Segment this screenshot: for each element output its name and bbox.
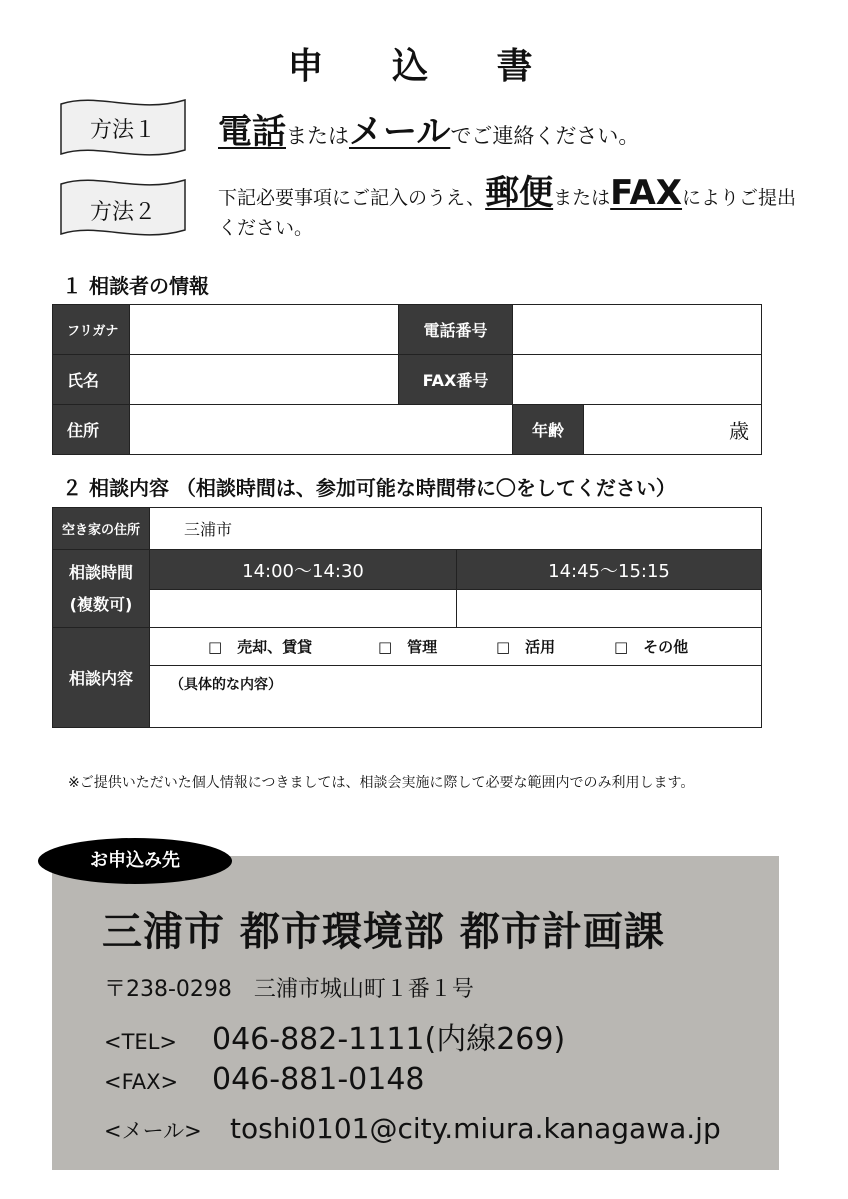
- detail-field[interactable]: [150, 666, 762, 728]
- name-label: 氏名: [53, 355, 130, 405]
- furigana-label: フリガナ: [53, 305, 130, 355]
- tel-line: [104, 1014, 565, 1058]
- option-utilization[interactable]: □ 活用: [496, 638, 556, 656]
- fax-line: [104, 1062, 425, 1097]
- time-label: [53, 550, 150, 628]
- name-field[interactable]: [130, 355, 399, 405]
- page-title: 申 込 書: [287, 46, 561, 87]
- age-unit: 歳: [729, 419, 749, 443]
- fax-value[interactable]: 046-881-0148: [212, 1062, 425, 1097]
- address-field[interactable]: [130, 405, 513, 455]
- department-name: 三浦市 都市環境部 都市計画課: [102, 909, 665, 955]
- tel-value[interactable]: 046-882-1111(内線269): [212, 1022, 566, 1057]
- content-options: [150, 628, 762, 666]
- phone-field[interactable]: [513, 305, 762, 355]
- address-label: 住所: [53, 405, 130, 455]
- mail-line: [104, 1112, 721, 1145]
- mail-tag: <メール>: [104, 1119, 202, 1143]
- time-slot-1-field[interactable]: [150, 590, 457, 628]
- section1-title: １ 相談者の情報: [62, 274, 209, 298]
- time-slot-2-field[interactable]: [457, 590, 762, 628]
- time-label-line2: (複数可): [69, 594, 133, 614]
- phone-label: 電話番号: [399, 305, 513, 355]
- fax-label: FAX番号: [399, 355, 513, 405]
- vacant-address-label: 空き家の住所: [53, 508, 150, 550]
- time-slot-1: 14:00～14:30: [150, 550, 457, 590]
- method2-label: 方法２: [89, 200, 156, 225]
- section2-title: ２ 相談内容 （相談時間は、参加可能な時間帯に〇をしてください）: [62, 476, 676, 500]
- tel-tag: <TEL>: [104, 1030, 177, 1054]
- vacant-address-field[interactable]: [150, 508, 762, 550]
- method1-text: 電話またはメールでご連絡ください。: [218, 112, 640, 152]
- time-label-line1: 相談時間: [68, 562, 133, 582]
- time-slot-2: 14:45～15:15: [457, 550, 762, 590]
- detail-label: （具体的な内容）: [170, 677, 282, 693]
- content-label: 相談内容: [53, 628, 150, 728]
- vacant-address-value: 三浦市: [184, 520, 233, 539]
- method1-label: 方法１: [89, 118, 156, 143]
- fax-field[interactable]: [513, 355, 762, 405]
- option-other[interactable]: □ その他: [614, 638, 689, 656]
- furigana-field[interactable]: [130, 305, 399, 355]
- option-sale-rent[interactable]: □ 売却、賃貸: [208, 638, 313, 656]
- age-field[interactable]: [584, 405, 762, 455]
- method2-text: 下記必要事項にご記入のうえ、郵便またはFAXによりご提出ください。: [218, 173, 797, 239]
- option-management[interactable]: □ 管理: [378, 638, 438, 656]
- postal-address: 〒238-0298 三浦市城山町１番１号: [104, 977, 474, 1002]
- consultation-table: [52, 507, 762, 728]
- fax-tag: <FAX>: [104, 1070, 179, 1094]
- contact-pill: お申込み先: [38, 838, 232, 884]
- age-label: 年齢: [513, 405, 584, 455]
- mail-value[interactable]: toshi0101@city.miura.kanagawa.jp: [230, 1112, 721, 1145]
- privacy-note: ※ご提供いただいた個人情報につきましては、相談会実施に際して必要な範囲内でのみ利用します。: [68, 775, 695, 791]
- applicant-table: [52, 304, 762, 455]
